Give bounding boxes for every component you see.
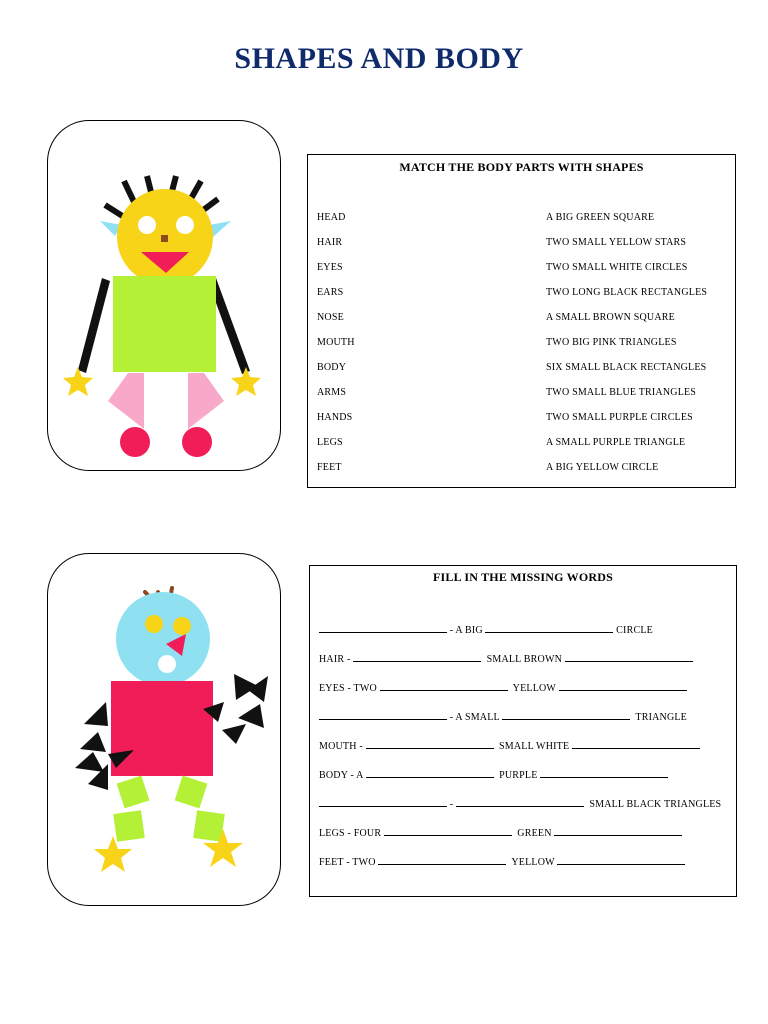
match-shape-label: A BIG YELLOW CIRCLE [546,462,659,473]
fill-blank[interactable] [366,739,494,749]
fill-blank[interactable] [380,681,508,691]
robot-arm-left [78,278,110,373]
match-shape-label: TWO SMALL PURPLE CIRCLES [546,412,693,423]
robot-illustration-2 [48,554,280,905]
robot-mouth [158,655,176,673]
robot-card-1 [47,120,281,471]
match-part-label: HEAD [317,212,346,223]
fill-text: - A BIG [447,625,486,636]
match-shape-label: TWO BIG PINK TRIANGLES [546,337,677,348]
match-title: MATCH THE BODY PARTS WITH SHAPES [399,160,644,174]
robot-eye-right [176,216,194,234]
fill-blank[interactable] [572,739,700,749]
match-shape-label: SIX SMALL BLACK RECTANGLES [546,362,707,373]
robot-foot-left [120,427,150,457]
fill-text: BODY - A [319,770,366,781]
fill-blank[interactable] [366,768,494,778]
fill-text: MOUTH - [319,741,366,752]
robot-leg-left [108,373,144,429]
fill-text: SMALL WHITE [493,741,572,752]
match-part-label: BODY [317,362,347,373]
fill-text: TRIANGLE [630,712,687,723]
robot-eye-left [138,216,156,234]
fill-text: SMALL BLACK TRIANGLES [583,799,722,810]
fill-text: FEET - TWO [319,857,379,868]
fill-box [309,565,737,897]
fill-sentence [319,768,668,781]
robot-body [113,276,216,372]
match-shape-label: TWO SMALL WHITE CIRCLES [546,262,688,273]
fill-sentence [319,710,687,723]
fill-blank[interactable] [565,652,693,662]
fill-sentence [319,797,721,810]
match-part-label: EYES [317,262,343,273]
robot-body [111,681,213,776]
fill-text: CIRCLE [613,625,653,636]
fill-title: FILL IN THE MISSING WORDS [433,570,613,584]
fill-sentence [319,681,687,694]
match-part-label: NOSE [317,312,344,323]
robot-card-2 [47,553,281,906]
fill-blank[interactable] [319,623,447,633]
fill-sentence [319,826,682,839]
fill-text: SMALL BROWN [481,654,565,665]
match-shape-label: A SMALL PURPLE TRIANGLE [546,437,686,448]
fill-blank[interactable] [502,710,630,720]
match-part-label: LEGS [317,437,343,448]
robot-foot-right [182,427,212,457]
fill-blank[interactable] [378,855,506,865]
robot-eye-left [145,615,163,633]
robot-hand-right [231,367,261,396]
fill-text: PURPLE [493,770,541,781]
fill-text: GREEN [511,828,555,839]
fill-sentence [319,739,700,752]
fill-blank[interactable] [557,855,685,865]
robot-foot-left [94,836,132,872]
match-part-label: ARMS [317,387,347,398]
fill-text: - A SMALL [447,712,503,723]
match-part-label: HANDS [317,412,353,423]
fill-text: EYES - TWO [319,683,380,694]
fill-text: LEGS - FOUR [319,828,384,839]
match-shape-label: A BIG GREEN SQUARE [546,212,655,223]
fill-blank[interactable] [353,652,481,662]
match-part-label: EARS [317,287,344,298]
fill-blank[interactable] [456,797,584,807]
fill-text: YELLOW [507,683,559,694]
match-shape-label: TWO SMALL YELLOW STARS [546,237,687,248]
robot-legs [113,776,225,842]
match-box [307,154,736,488]
fill-sentence [319,652,693,665]
fill-blank[interactable] [319,797,447,807]
robot-leg-right [188,373,224,429]
robot-illustration-1 [48,121,280,470]
robot-eye-right [173,617,191,635]
robot-hand-left [63,367,93,396]
fill-blank[interactable] [384,826,512,836]
fill-blank[interactable] [319,710,447,720]
match-part-label: HAIR [317,237,343,248]
fill-blank[interactable] [559,681,687,691]
fill-text: - [447,799,456,810]
fill-text: YELLOW [506,857,558,868]
fill-blank[interactable] [485,623,613,633]
match-shape-label: TWO SMALL BLUE TRIANGLES [546,387,697,398]
fill-sentence [319,623,653,636]
robot-nose [161,235,168,242]
fill-sentence [319,855,685,868]
fill-text: HAIR - [319,654,354,665]
fill-blank[interactable] [540,768,668,778]
match-part-label: MOUTH [317,337,355,348]
match-shape-label: A SMALL BROWN SQUARE [546,312,675,323]
page-title: SHAPES AND BODY [234,42,524,75]
match-shape-label: TWO LONG BLACK RECTANGLES [546,287,708,298]
fill-blank[interactable] [554,826,682,836]
match-part-label: FEET [317,462,342,473]
